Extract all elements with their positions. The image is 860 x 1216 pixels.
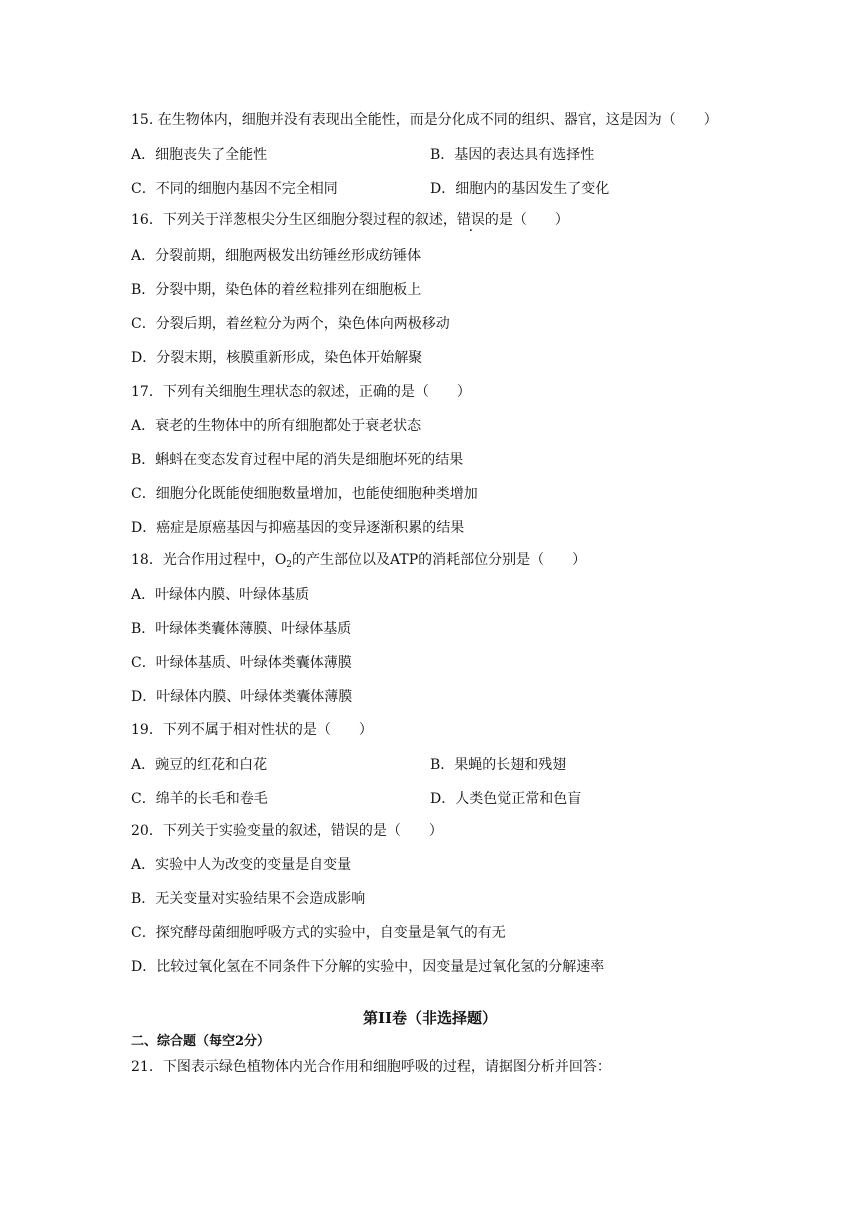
q18-option-b: B．叶绿体类囊体薄膜、叶绿体基质 [131,621,352,637]
q21-stem: 21．下图表示绿色植物体内光合作用和细胞呼吸的过程，请据图分析并回答： [131,1059,611,1075]
q20-option-d: D．比较过氧化氢在不同条件下分解的实验中，因变量是过氧化氢的分解速率 [131,959,605,975]
q19-stem: 19．下列不属于相对性状的是（ ） [131,722,373,738]
q16-stem [131,211,569,229]
q15-option-a: A．细胞丧失了全能性 [131,147,268,163]
q17-option-c: C．细胞分化既能使细胞数量增加，也能使细胞种类增加 [131,486,478,502]
q20-option-c: C．探究酵母菌细胞呼吸方式的实验中，自变量是氧气的有无 [131,925,506,941]
q19-option-c: C．绵羊的长毛和卷毛 [131,791,268,807]
q17-option-a: A．衰老的生物体中的所有细胞都处于衰老状态 [131,418,422,434]
section-heading: 二、综合题（每空2分） [131,1034,271,1049]
q15-option-b: B．基因的表达具有选择性 [430,147,595,163]
q16-option-c: C．分裂后期，着丝粒分为两个，染色体向两极移动 [131,316,450,332]
q15-stem: 15. 在生物体内，细胞并没有表现出全能性，而是分化成不同的组织、器官，这是因为（ ） [131,112,718,128]
q19-option-b: B．果蝇的长翅和残翅 [430,757,567,773]
q20-option-a: A．实验中人为改变的变量是自变量 [131,857,352,873]
q16-stem-emphasis: 错误 [456,212,485,228]
q20-option-b: B．无关变量对实验结果不会造成影响 [131,891,366,907]
q18-option-c: C．叶绿体基质、叶绿体类囊体薄膜 [131,655,352,671]
q15-option-c: C．不同的细胞内基因不完全相同 [131,181,338,197]
q16-option-b: B．分裂中期，染色体的着丝粒排列在细胞板上 [131,282,422,298]
q20-stem: 20．下列关于实验变量的叙述，错误的是（ ） [131,823,443,839]
q17-option-b: B．蝌蚪在变态发育过程中尾的消失是细胞坏死的结果 [131,452,464,468]
q16-option-d: D．分裂末期，核膜重新形成，染色体开始解聚 [131,350,423,366]
q15-option-d: D．细胞内的基因发生了变化 [430,181,610,197]
q17-stem: 17．下列有关细胞生理状态的叙述，正确的是（ ） [131,384,471,400]
q19-option-a: A．豌豆的红花和白花 [131,757,268,773]
q16-option-a: A．分裂前期，细胞两极发出纺锤丝形成纺锤体 [131,248,422,264]
q18-option-d: D．叶绿体内膜、叶绿体类囊体薄膜 [131,689,353,705]
q18-stem-subscript: 2 [286,560,293,570]
q19-option-d: D．人类色觉正常和色盲 [430,791,582,807]
q16-stem-before: 16．下列关于洋葱根尖分生区细胞分裂过程的叙述， [131,212,457,228]
section-title: 第II卷（非选择题） [362,1009,498,1027]
q18-stem-before: 18．光合作用过程中，O [131,552,287,568]
q16-stem-after: 的是（ ） [484,212,569,228]
q18-option-a: A．叶绿体内膜、叶绿体基质 [131,587,310,603]
q18-stem-after: 的产生部位以及ATP的消耗部位分别是（ ） [292,552,587,568]
q18-stem [131,551,586,574]
q17-option-d: D．癌症是原癌基因与抑癌基因的变异逐渐积累的结果 [131,520,465,536]
